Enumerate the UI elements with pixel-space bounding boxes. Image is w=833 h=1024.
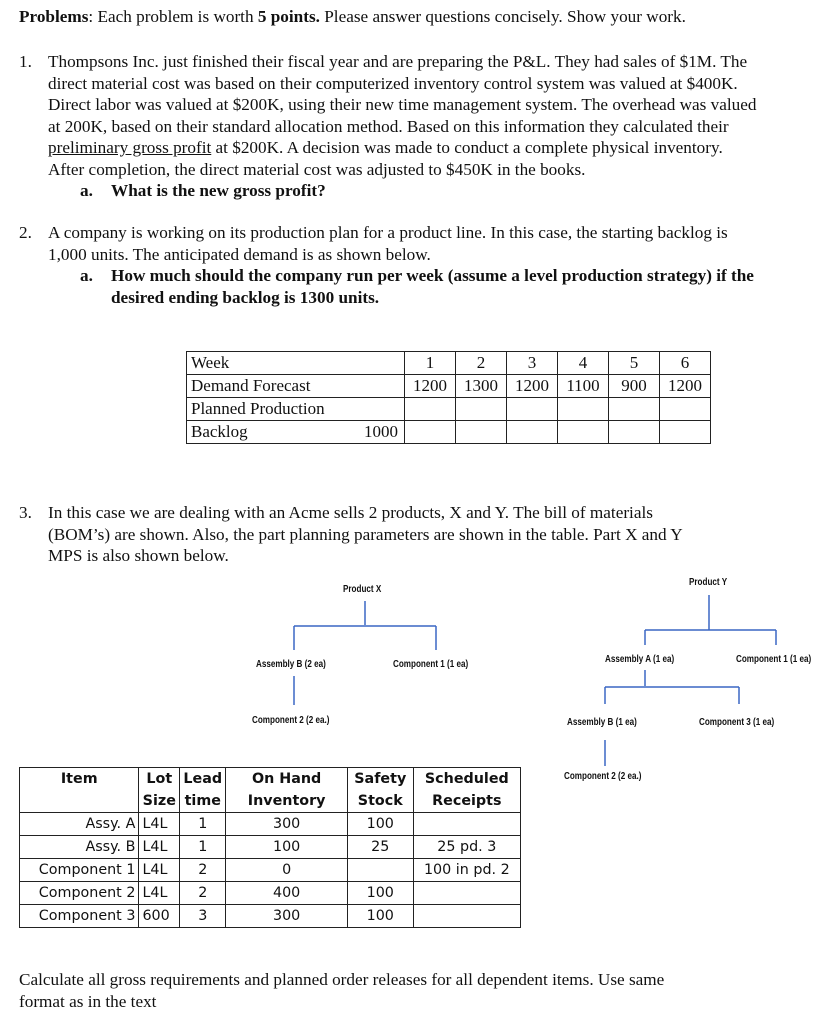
problem1-sub-letter: a.: [80, 181, 93, 200]
safety-stock-cell: 100: [347, 882, 413, 905]
problem3-line: MPS is also shown below.: [48, 546, 229, 565]
scheduled-receipts-cell: 100 in pd. 2: [413, 859, 520, 882]
table-row: [20, 859, 521, 882]
header-cell: Safety: [347, 768, 413, 791]
on-hand-cell: 400: [226, 882, 347, 905]
header-row: [20, 790, 521, 813]
demand-cell: 1300: [456, 375, 507, 398]
week-cell: 2: [456, 352, 507, 375]
lead-time-cell: 3: [180, 905, 226, 928]
header-intro-a: : Each problem is worth: [88, 7, 258, 26]
bom-x-component-1: Component 1 (1 ea): [393, 659, 469, 670]
lot-size-cell: L4L: [139, 859, 180, 882]
header-row: [20, 768, 521, 791]
on-hand-cell: 300: [226, 813, 347, 836]
safety-stock-cell: 100: [347, 813, 413, 836]
bom-y-component-1: Component 1 (1 ea): [736, 654, 812, 665]
header-cell: Stock: [347, 790, 413, 813]
safety-stock-cell: 25: [347, 836, 413, 859]
underlined-term: preliminary gross profit: [48, 138, 212, 157]
item-cell: Assy. B: [20, 836, 139, 859]
lead-time-cell: 2: [180, 859, 226, 882]
footer-instructions: [19, 969, 819, 1012]
lead-time-cell: 1: [180, 836, 226, 859]
header-cell: Inventory: [226, 790, 347, 813]
problem2-number: 2.: [19, 223, 32, 242]
problem2-line: 1,000 units. The anticipated demand is as shown below.: [48, 244, 431, 264]
lot-size-cell: L4L: [139, 813, 180, 836]
bom-y-component-2: Component 2 (2 ea.): [564, 771, 642, 782]
week-cell: 3: [507, 352, 558, 375]
header-cell: Size: [139, 790, 180, 813]
header-cell: Lead: [180, 768, 226, 791]
problem3-number: 3.: [19, 503, 32, 522]
header-title: Problems: [19, 7, 89, 26]
demand-cell: 900: [609, 375, 660, 398]
bom-x-assembly-b: Assembly B (2 ea): [256, 659, 326, 670]
lot-size-cell: L4L: [139, 882, 180, 905]
problem1-line: After completion, the direct material cost was adjusted to $450K in the books.: [48, 159, 586, 179]
lot-size-cell: 600: [139, 905, 180, 928]
header-cell: Lot: [139, 768, 180, 791]
scheduled-receipts-cell: 25 pd. 3: [413, 836, 520, 859]
scheduled-receipts-cell: [413, 882, 520, 905]
problem1-line: Direct labor was valued at $200K, using their new time management system. The overhead was valued: [48, 95, 757, 114]
header-cell: [20, 790, 139, 813]
week-cell: 4: [558, 352, 609, 375]
lead-time-cell: 1: [180, 813, 226, 836]
header-points: 5 points.: [257, 7, 320, 26]
table-row: [20, 882, 521, 905]
header-cell: Item: [20, 768, 139, 791]
lead-time-cell: 2: [180, 882, 226, 905]
bom-y-assembly-b: Assembly B (1 ea): [567, 717, 637, 728]
problem1-line: direct material cost was based on their computerized inventory control system was valued at $400K.: [48, 73, 738, 93]
footer-line: format as in the text: [19, 991, 157, 1011]
week-cell: 5: [609, 352, 660, 375]
table-row: [20, 836, 521, 859]
problem1-question: What is the new gross profit?: [111, 181, 326, 200]
on-hand-cell: 300: [226, 905, 347, 928]
lot-size-cell: L4L: [139, 836, 180, 859]
bom-product-y: Product Y: [689, 577, 728, 588]
demand-cell: 1100: [558, 375, 609, 398]
problem1-number: 1.: [19, 52, 32, 71]
demand-cell: 1200: [660, 375, 711, 398]
item-cell: Component 2: [20, 882, 139, 905]
header-cell: Receipts: [413, 790, 520, 813]
problem1-line-rest: at $200K. A decision was made to conduct a complete physical inventory.: [211, 138, 723, 157]
bom-x-component-2: Component 2 (2 ea.): [252, 715, 330, 726]
week-cell: 6: [660, 352, 711, 375]
item-cell: Assy. A: [20, 813, 139, 836]
header-cell: time: [180, 790, 226, 813]
problem3-line: In this case we are dealing with an Acme sells 2 products, X and Y. The bill of materials: [48, 503, 653, 522]
header-cell: On Hand: [226, 768, 347, 791]
bom-y-component-3: Component 3 (1 ea): [699, 717, 775, 728]
footer-line: Calculate all gross requirements and planned order releases for all dependent items. Use same: [19, 970, 665, 989]
planning-parameters-table: [19, 767, 521, 928]
header-intro-b: Please answer questions concisely. Show your work.: [319, 7, 686, 26]
problem2-line: A company is working on its production plan for a product line. In this case, the starting backlog is: [48, 223, 728, 242]
week-cell: 1: [405, 352, 456, 375]
demand-label: Demand Forecast: [187, 375, 405, 398]
backlog-label: Backlog: [191, 422, 248, 441]
safety-stock-cell: 100: [347, 905, 413, 928]
bom-y-assembly-a: Assembly A (1 ea): [605, 654, 675, 665]
backlog-start: 1000: [364, 422, 398, 441]
problem2-question-line: desired ending backlog is 1300 units.: [111, 287, 380, 307]
item-cell: Component 3: [20, 905, 139, 928]
on-hand-cell: 100: [226, 836, 347, 859]
scheduled-receipts-cell: [413, 905, 520, 928]
problem3-line: (BOM’s) are shown. Also, the part planning parameters are shown in the table. Part X and Y: [48, 524, 683, 544]
problem1-line: at 200K, based on their standard allocation method. Based on this information they calculated their: [48, 116, 729, 136]
table-row: [20, 905, 521, 928]
table-row: [20, 813, 521, 836]
problem2-sub-letter: a.: [80, 266, 93, 285]
bom-product-x: Product X: [343, 584, 382, 595]
problem1-line: Thompsons Inc. just finished their fiscal year and are preparing the P&L. They had sales of $1M. The: [48, 52, 748, 71]
planned-production-label: Planned Production: [187, 398, 405, 421]
problem2-question-line: How much should the company run per week (assume a level production strategy) if the: [111, 266, 754, 285]
on-hand-cell: 0: [226, 859, 347, 882]
item-cell: Component 1: [20, 859, 139, 882]
scheduled-receipts-cell: [413, 813, 520, 836]
demand-cell: 1200: [507, 375, 558, 398]
header-cell: Scheduled: [413, 768, 520, 791]
safety-stock-cell: [347, 859, 413, 882]
week-label: Week: [187, 352, 405, 375]
demand-cell: 1200: [405, 375, 456, 398]
